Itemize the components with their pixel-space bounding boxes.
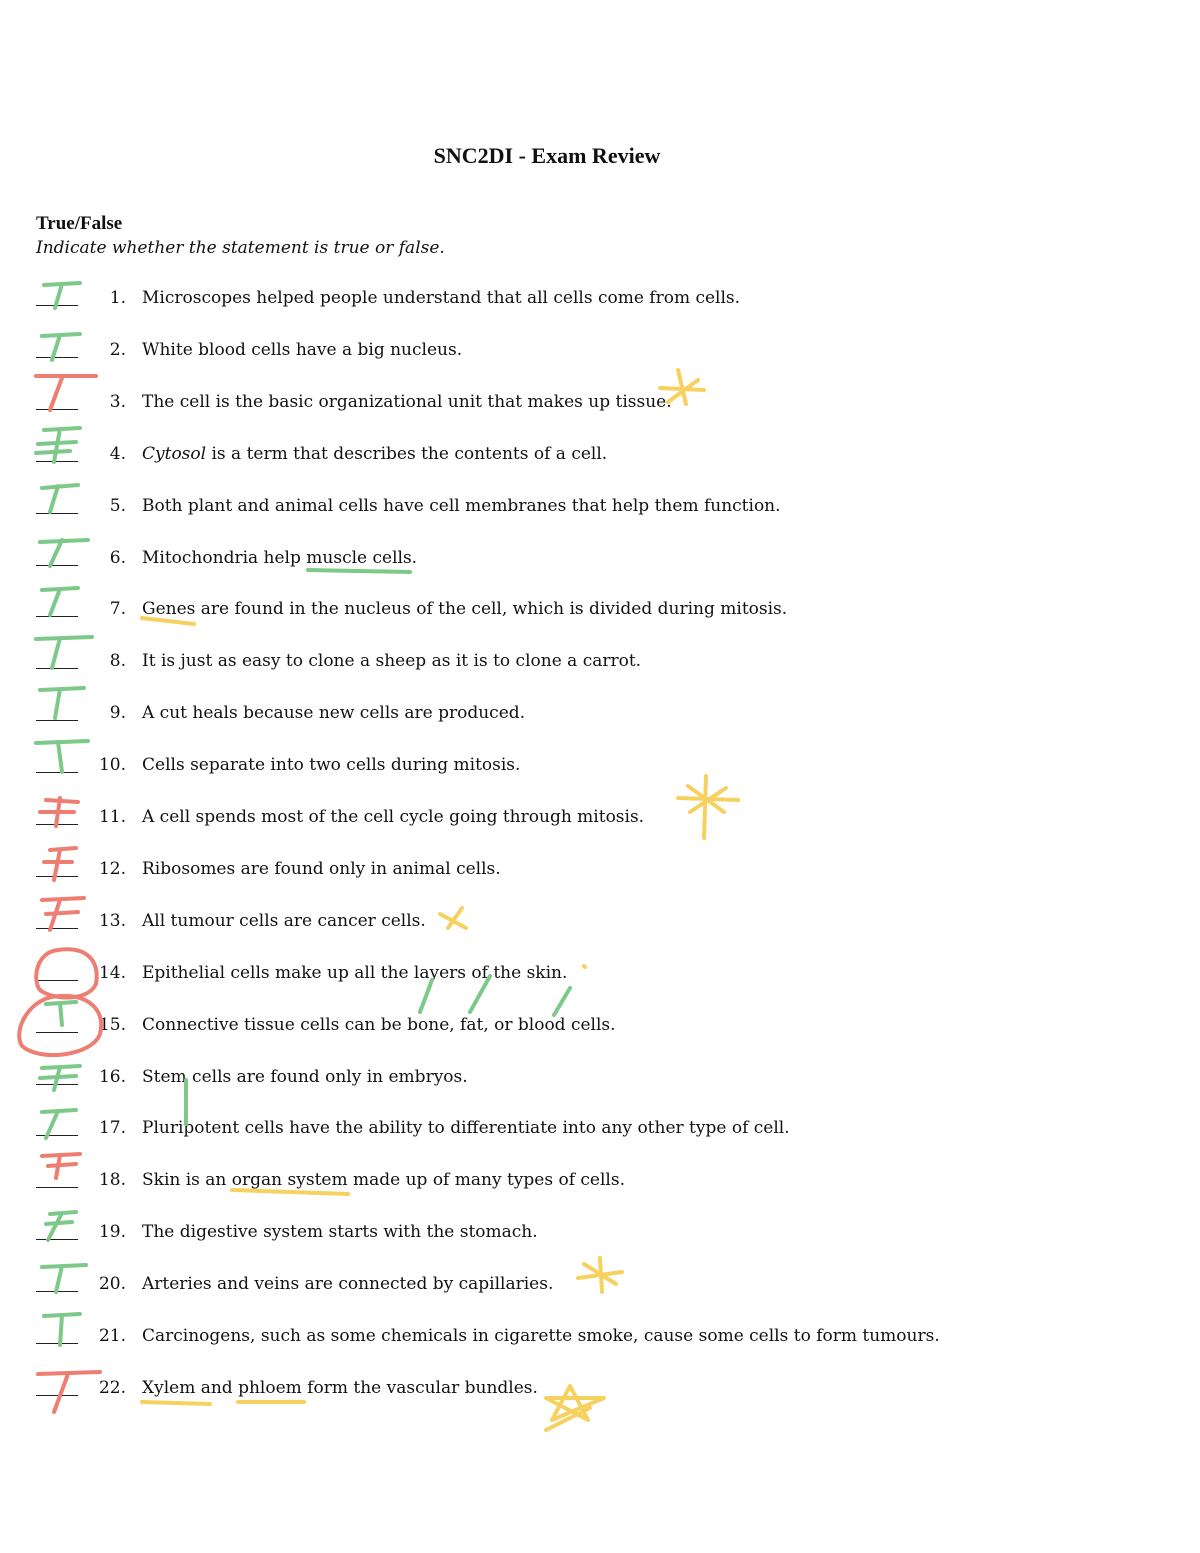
question-number: 19. (98, 1222, 126, 1243)
question-number: 17. (98, 1118, 126, 1139)
answer-blank[interactable] (36, 668, 78, 669)
question-number: 14. (98, 962, 126, 983)
question-text: It is just as easy to clone a sheep as it is to clone a carrot. (142, 651, 642, 672)
question-item (0, 1321, 1000, 1351)
question-text: Stem cells are found only in embryos. (142, 1066, 468, 1087)
question-item (0, 1010, 1000, 1040)
question-item (0, 387, 1000, 417)
question-item (0, 750, 1000, 780)
question-number: 20. (98, 1274, 126, 1295)
question-number: 1. (109, 288, 126, 308)
answer-blank[interactable] (36, 1135, 78, 1136)
question-number: 2. (109, 339, 126, 360)
question-item (0, 1269, 1000, 1299)
question-text: Cells separate into two cells during mitosis. (142, 755, 521, 776)
page-title: SNC2DI - Exam Review (433, 143, 661, 168)
question-number: 9. (109, 703, 126, 724)
answer-blank[interactable] (36, 876, 78, 877)
question-text-rest: is a term that describes the contents of a cell. (206, 443, 608, 464)
answer-blank[interactable] (36, 409, 78, 410)
question-text: Epithelial cells make up all the layers of the skin. (142, 962, 568, 983)
question-text: White blood cells have a big nucleus. (142, 339, 463, 360)
answer-blank[interactable] (36, 824, 78, 825)
question-number: 13. (98, 910, 126, 931)
question-number: 10. (98, 755, 126, 776)
answer-blank[interactable] (36, 720, 78, 721)
question-item (0, 958, 1000, 988)
answer-blank[interactable] (36, 565, 78, 566)
question-number: 7. (109, 599, 126, 620)
answer-blank[interactable] (36, 980, 78, 981)
question-text: The digestive system starts with the stomach. (142, 1222, 538, 1243)
question-number: 22. (98, 1377, 126, 1398)
question-item (0, 1165, 1000, 1195)
question-text: Xylem and phloem form the vascular bundles. (142, 1377, 538, 1398)
question-text (142, 439, 607, 469)
question-item (0, 1062, 1000, 1092)
question-number: 21. (98, 1326, 126, 1346)
question-number: 15. (98, 1014, 126, 1035)
question-text: Genes are found in the nucleus of the cell, which is divided during mitosis. (142, 599, 788, 620)
question-item (0, 1217, 1000, 1247)
question-text: A cell spends most of the cell cycle going through mitosis. (142, 807, 645, 827)
question-text: Ribosomes are found only in animal cells. (142, 858, 501, 879)
question-item (0, 594, 1000, 624)
question-number: 5. (109, 495, 126, 516)
answer-blank[interactable] (36, 1343, 78, 1344)
question-number: 8. (109, 651, 126, 672)
question-item (0, 335, 1000, 365)
question-number: 18. (98, 1170, 126, 1191)
question-text: A cut heals because new cells are produced. (142, 703, 526, 724)
question-term: Cytosol (142, 443, 207, 464)
section-instructions: Indicate whether the statement is true or false. (36, 238, 445, 258)
answer-blank[interactable] (36, 513, 78, 514)
question-number: 3. (109, 391, 126, 412)
question-item (0, 1373, 1000, 1403)
answer-blank[interactable] (36, 1084, 78, 1085)
question-item (0, 698, 1000, 728)
question-item (0, 854, 1000, 884)
question-number: 12. (98, 858, 126, 879)
question-number: 16. (98, 1066, 126, 1087)
question-text: Carcinogens, such as some chemicals in cigarette smoke, cause some cells to form tumours. (142, 1326, 940, 1346)
answer-blank[interactable] (36, 357, 78, 358)
answer-blank[interactable] (36, 1032, 78, 1033)
question-text: Microscopes helped people understand that all cells come from cells. (142, 288, 741, 308)
answer-blank[interactable] (36, 1187, 78, 1188)
answer-blank[interactable] (36, 305, 78, 306)
question-text: Pluripotent cells have the ability to differentiate into any other type of cell. (142, 1118, 790, 1139)
question-text: The cell is the basic organizational unit that makes up tissue. (142, 391, 672, 412)
question-text: All tumour cells are cancer cells. (142, 910, 426, 931)
answer-blank[interactable] (36, 461, 78, 462)
question-item (0, 439, 1000, 469)
question-number: 6. (109, 547, 126, 568)
question-text: Connective tissue cells can be bone, fat, or blood cells. (142, 1014, 616, 1035)
answer-blank[interactable] (36, 1239, 78, 1240)
question-text: Mitochondria help muscle cells. (142, 547, 418, 568)
answer-blank[interactable] (36, 1291, 78, 1292)
question-text: Arteries and veins are connected by capillaries. (142, 1274, 554, 1295)
answer-blank[interactable] (36, 616, 78, 617)
question-item (0, 802, 1000, 832)
question-number: 4. (109, 443, 126, 464)
question-item (0, 491, 1000, 521)
answer-blank[interactable] (36, 772, 78, 773)
section-heading: True/False (36, 213, 123, 234)
answer-blank[interactable] (36, 1395, 78, 1396)
question-item (0, 646, 1000, 676)
question-item (0, 1113, 1000, 1143)
question-number: 11. (98, 807, 126, 827)
answer-blank[interactable] (36, 928, 78, 929)
question-item (0, 543, 1000, 573)
question-text: Skin is an organ system made up of many types of cells. (142, 1170, 625, 1191)
question-item (0, 906, 1000, 936)
question-text: Both plant and animal cells have cell membranes that help them function. (142, 495, 781, 516)
question-item (0, 283, 1000, 313)
